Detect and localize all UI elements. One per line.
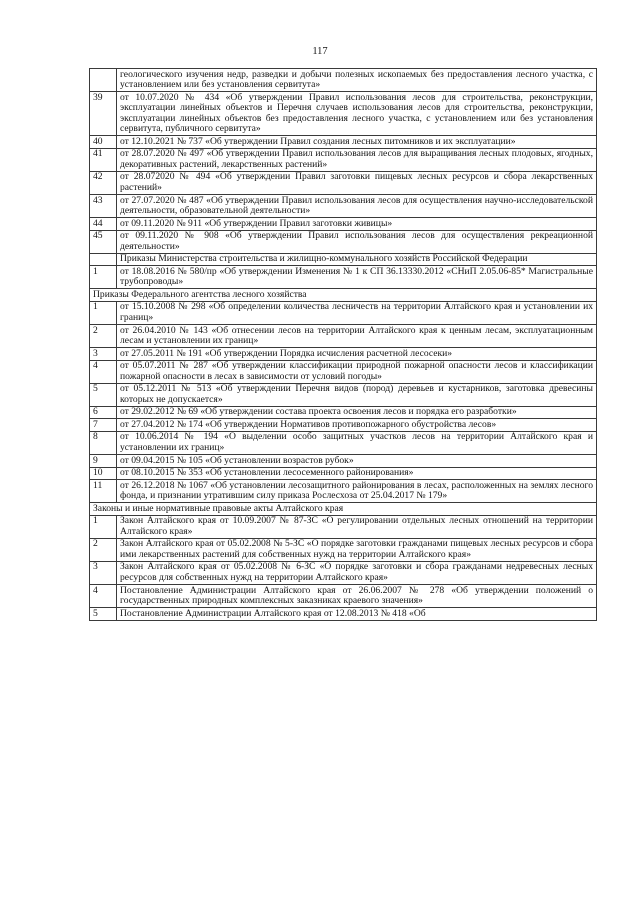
- row-number: 5: [90, 608, 117, 621]
- table-row: [90, 136, 597, 149]
- row-text: от 05.07.2011 № 287 «Об утверждении классификации природной пожарной опасности лесов и классификации пожарной опасности в лесах в зависимости от условий погоды»: [117, 360, 597, 383]
- section-title: Приказы Федерального агентства лесного хозяйства: [90, 289, 597, 302]
- table-row: [90, 92, 597, 136]
- table-row: [90, 431, 597, 454]
- row-text: от 27.04.2012 № 174 «Об утверждении Нормативов противопожарного обустройства лесов»: [117, 419, 597, 432]
- table-row: [90, 301, 597, 324]
- row-text: от 29.02.2012 № 69 «Об утверждении состава проекта освоения лесов и порядка его разработки»: [117, 406, 597, 419]
- table-row: [90, 360, 597, 383]
- row-number: 40: [90, 136, 117, 149]
- section-header-row: [90, 289, 597, 302]
- table-row: [90, 383, 597, 406]
- table-row: [90, 325, 597, 348]
- table-row: [90, 561, 597, 584]
- row-text: от 10.07.2020 № 434 «Об утверждении Правил использования лесов для строительства, реконструкции, эксплуатации линейных объектов и Перечня случаев использования лесов для строительства, реконструкции, эксплуатации линейных объектов без предоставления лесного участка, с установлением или без установления сервитута, публичного сервитута»: [117, 92, 597, 136]
- row-text: от 26.12.2018 № 1067 «Об установлении лесозащитного районирования в лесах, расположенных на землях лесного фонда, и признании утратившим силу приказа Рослесхоза от 25.04.2017 № 179»: [117, 480, 597, 503]
- row-number: 44: [90, 218, 117, 231]
- row-number: 8: [90, 431, 117, 454]
- row-number: 9: [90, 455, 117, 468]
- row-number: 41: [90, 148, 117, 171]
- row-number: 39: [90, 92, 117, 136]
- row-number: 1: [90, 301, 117, 324]
- row-number: [90, 253, 117, 266]
- row-text: от 27.07.2020 № 487 «Об утверждении Правил использования лесов для осуществления научно-исследовательской деятельности, образовательной деятельности»: [117, 195, 597, 218]
- row-text: от 15.10.2008 № 298 «Об определении количества лесничеств на территории Алтайского края и установлении их границ»: [117, 301, 597, 324]
- table-row: [90, 195, 597, 218]
- table-row: [90, 608, 597, 621]
- row-text: от 27.05.2011 № 191 «Об утверждении Порядка исчисления расчетной лесосеки»: [117, 348, 597, 361]
- legal-acts-table: [89, 68, 597, 621]
- table-row: [90, 538, 597, 561]
- row-text: от 12.10.2021 № 737 «Об утверждении Правил создания лесных питомников и их эксплуатации»: [117, 136, 597, 149]
- row-number: 1: [90, 515, 117, 538]
- row-text: геологического изучения недр, разведки и добычи полезных ископаемых без предоставления лесного участка, с установлением или без установления сервитута»: [117, 69, 597, 92]
- table-row: [90, 69, 597, 92]
- row-text: Постановление Администрации Алтайского края от 12.08.2013 № 418 «Об: [117, 608, 597, 621]
- table-body: [90, 69, 597, 621]
- row-text: Закон Алтайского края от 05.02.2008 № 5-ЗС «О порядке заготовки гражданами пищевых лесных ресурсов и сбора ими лекарственных растений для собственных нужд на территории Алтайского края»: [117, 538, 597, 561]
- row-text: от 08.10.2015 № 353 «Об установлении лесосеменного районирования»: [117, 467, 597, 480]
- table-row: [90, 467, 597, 480]
- table-row: [90, 171, 597, 194]
- table-row: [90, 218, 597, 231]
- table-row: [90, 348, 597, 361]
- row-text: от 28.072020 № 494 «Об утверждении Правил заготовки пищевых лесных ресурсов и сбора лекарственных растений»: [117, 171, 597, 194]
- row-text: от 28.07.2020 № 497 «Об утверждении Правил использования лесов для выращивания лесных плодовых, ягодных, декоративных растений, лекарственных растений»: [117, 148, 597, 171]
- row-number: 1: [90, 266, 117, 289]
- row-number: 6: [90, 406, 117, 419]
- row-number: 42: [90, 171, 117, 194]
- table-row: [90, 515, 597, 538]
- row-text: Закон Алтайского края от 05.02.2008 № 6-ЗС «О порядке заготовки и сбора гражданами недревесных лесных ресурсов для собственных нужд на территории Алтайского края»: [117, 561, 597, 584]
- row-number: 11: [90, 480, 117, 503]
- row-number: 43: [90, 195, 117, 218]
- row-number: 45: [90, 230, 117, 253]
- row-number: 2: [90, 538, 117, 561]
- row-number: [90, 69, 117, 92]
- row-text: от 09.11.2020 № 911 «Об утверждении Правил заготовки живицы»: [117, 218, 597, 231]
- table-row: [90, 148, 597, 171]
- row-text: от 09.11.2020 № 908 «Об утверждении Правил использования лесов для осуществления рекреационной деятельности»: [117, 230, 597, 253]
- table-row: [90, 230, 597, 253]
- row-text: Приказы Министерства строительства и жилищно-коммунального хозяйств Российской Федерации: [117, 253, 597, 266]
- row-number: 3: [90, 561, 117, 584]
- row-number: 10: [90, 467, 117, 480]
- table-row: [90, 455, 597, 468]
- row-text: от 05.12.2011 № 513 «Об утверждении Перечня видов (пород) деревьев и кустарников, заготовка древесины которых не допускается»: [117, 383, 597, 406]
- page-number: 117: [312, 46, 328, 57]
- table-row: [90, 266, 597, 289]
- row-number: 5: [90, 383, 117, 406]
- row-number: 4: [90, 585, 117, 608]
- section-title: Законы и иные нормативные правовые акты Алтайского края: [90, 503, 597, 516]
- row-text: от 09.04.2015 № 105 «Об установлении возрастов рубок»: [117, 455, 597, 468]
- table-row: [90, 585, 597, 608]
- row-text: от 26.04.2010 № 143 «Об отнесении лесов на территории Алтайского края к ценным лесам, эксплуатационным лесам и установлении их границ»: [117, 325, 597, 348]
- row-text: от 10.06.2014 № 194 «О выделении особо защитных участков лесов на территории Алтайского края и установлении их границ»: [117, 431, 597, 454]
- section-header-row: [90, 503, 597, 516]
- row-text: от 18.08.2016 № 580/пр «Об утверждении Изменения № 1 к СП 36.13330.2012 «СНиП 2.05.06-85* Магистральные трубопроводы»: [117, 266, 597, 289]
- row-text: Постановление Администрации Алтайского края от 26.06.2007 № 278 «Об утверждении положений о государственных природных комплексных заказниках краевого значения»: [117, 585, 597, 608]
- table-row: [90, 406, 597, 419]
- row-number: 7: [90, 419, 117, 432]
- table-row: [90, 253, 597, 266]
- row-number: 3: [90, 348, 117, 361]
- table-row: [90, 480, 597, 503]
- row-number: 4: [90, 360, 117, 383]
- table-row: [90, 419, 597, 432]
- row-number: 2: [90, 325, 117, 348]
- row-text: Закон Алтайского края от 10.09.2007 № 87-ЗС «О регулировании отдельных лесных отношений на территории Алтайского края»: [117, 515, 597, 538]
